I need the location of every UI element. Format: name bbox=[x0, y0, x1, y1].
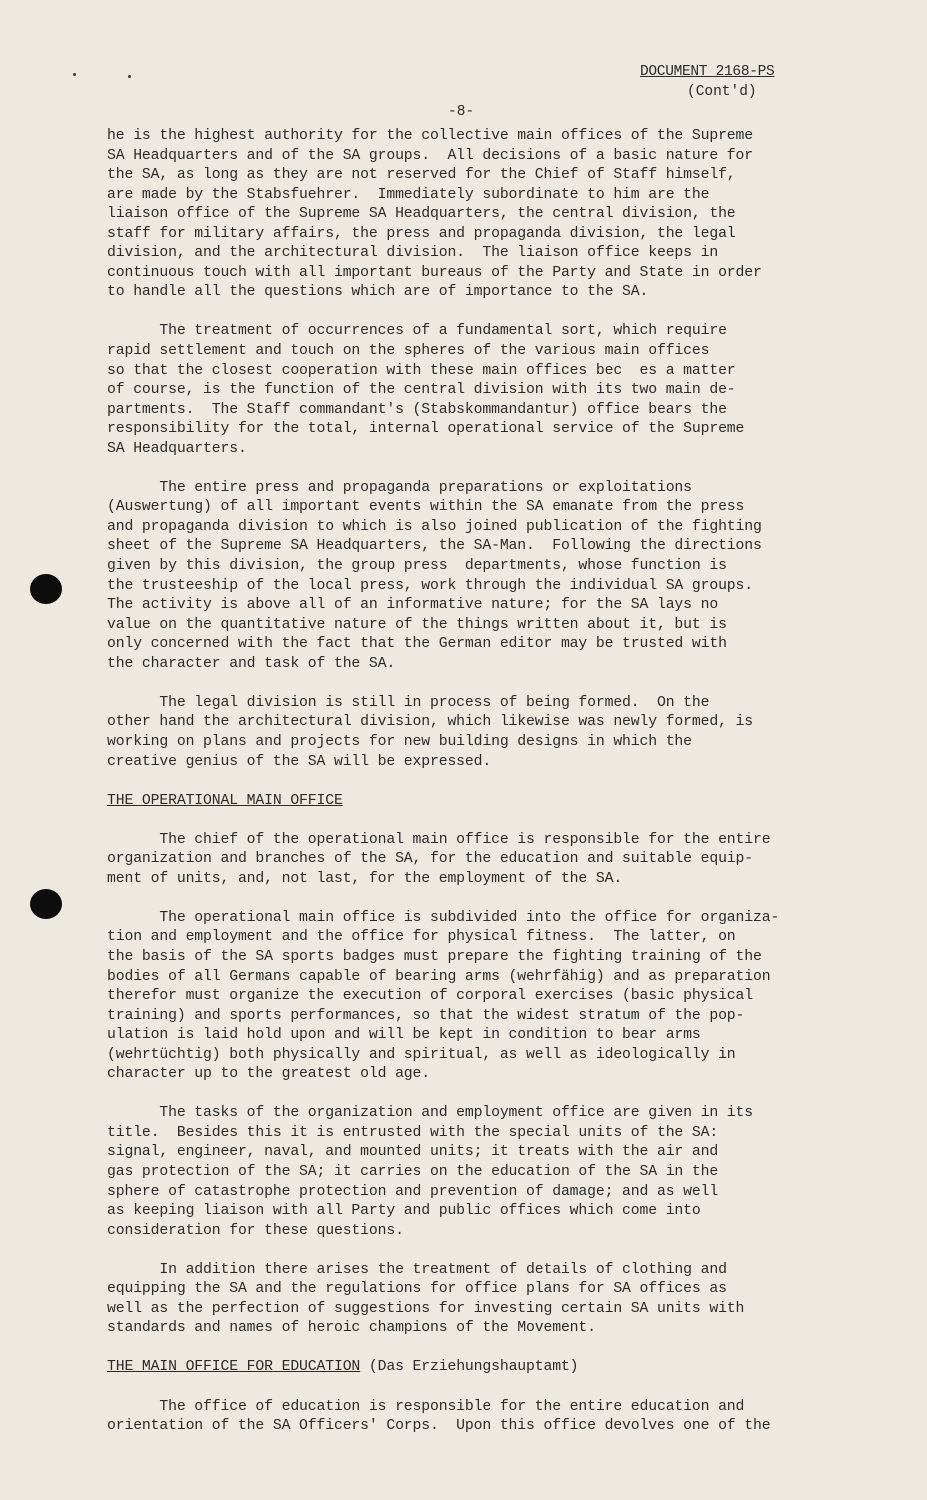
page-number: -8- bbox=[448, 104, 475, 120]
paragraph: The operational main office is subdivided into the office for organiza- tion and employment and the office for physical fitness. The latter, on the basis of the SA sports badges must prepare the fighting training of the bodies of all Germans capable of bearing arms (wehrfähig) and as preparation therefor must organize the execution of corporal exercises (basic physical training) and sports performances, so that the widest stratum of the pop- ulation is laid hold upon and will be kept in condition to bear arms (wehrtüchtig) both physically and spiritual, as well as ideologically in character up to the greatest old age. bbox=[107, 909, 780, 1083]
document-body bbox=[107, 127, 827, 1456]
paragraph: In addition there arises the treatment of details of clothing and equipping the SA and the regulations for office plans for SA offices as well as the perfection of suggestions for investing certain SA units with standards and names of heroic champions of the Movement. bbox=[107, 1261, 745, 1337]
section-heading-text: THE MAIN OFFICE FOR EDUCATION bbox=[107, 1359, 361, 1376]
document-header bbox=[640, 62, 810, 102]
paragraph: The chief of the operational main office is responsible for the entire organization and branches of the SA, for the education and suitable equip- ment of units, and, not last, for the employment of the SA. bbox=[107, 831, 771, 887]
paper-speck bbox=[73, 73, 76, 76]
continued-label: (Cont'd) bbox=[687, 84, 757, 100]
section-heading-operational bbox=[107, 792, 827, 812]
section-heading-text: THE OPERATIONAL MAIN OFFICE bbox=[107, 792, 343, 809]
section-heading-education bbox=[107, 1358, 827, 1378]
paragraph: The office of education is responsible for the entire education and orientation of the SA Officers' Corps. Upon this office devolves one of the bbox=[107, 1398, 771, 1435]
paragraph: The entire press and propaganda preparations or exploitations (Auswertung) of all important events within the SA emanate from the press and propaganda division to which is also joined publication of the fighting sheet of the Supreme SA Headquarters, the SA-Man. Following the directions given by this division, the group press departments, whose function is the trusteeship of the local press, work through the individual SA groups. The activity is above all of an informative nature; for the SA lays no value on the quantitative nature of the things written about it, but is only concerned with the fact that the German editor may be trusted with the character and task of the SA. bbox=[107, 479, 762, 672]
punch-hole bbox=[30, 574, 62, 604]
paper-speck bbox=[128, 75, 131, 78]
paragraph: The legal division is still in process of being formed. On the other hand the architectural division, which likewise was newly formed, is working on plans and projects for new building designs in which the creative genius of the SA will be expressed. bbox=[107, 694, 753, 770]
section-heading-suffix: (Das Erziehungshauptamt) bbox=[360, 1359, 579, 1376]
paragraph: he is the highest authority for the collective main offices of the Supreme SA Headquarters and of the SA groups. All decisions of a basic nature for the SA, as long as they are not reserved for the Chief of Staff himself, are made by the Stabsfuehrer. Immediately subordinate to him are the liaison office of the Supreme SA Headquarters, the central division, the staff for military affairs, the press and propaganda division, the legal division, and the architectural division. The liaison office keeps in continuous touch with all important bureaus of the Party and State in order to handle all the questions which are of importance to the SA. bbox=[107, 128, 762, 301]
paragraph: The treatment of occurrences of a fundamental sort, which require rapid settlement and touch on the spheres of the various main offices so that the closest cooperation with these main offices bec es a matter of course, is the function of the central division with its two main de- partments. The Staff commandant's (Stabskommandantur) office bears the responsibility for the total, internal operational service of the Supreme SA Headquarters. bbox=[107, 323, 745, 457]
paragraph: The tasks of the organization and employment office are given in its title. Besides this it is entrusted with the special units of the SA: signal, engineer, naval, and mounted units; it treats with the air and gas protection of the SA; it carries on the education of the SA in the sphere of catastrophe protection and prevention of damage; and as well as keeping liaison with all Party and public offices which come into consideration for these questions. bbox=[107, 1105, 753, 1239]
punch-hole bbox=[30, 889, 62, 919]
document-id: DOCUMENT 2168-PS bbox=[640, 64, 775, 80]
